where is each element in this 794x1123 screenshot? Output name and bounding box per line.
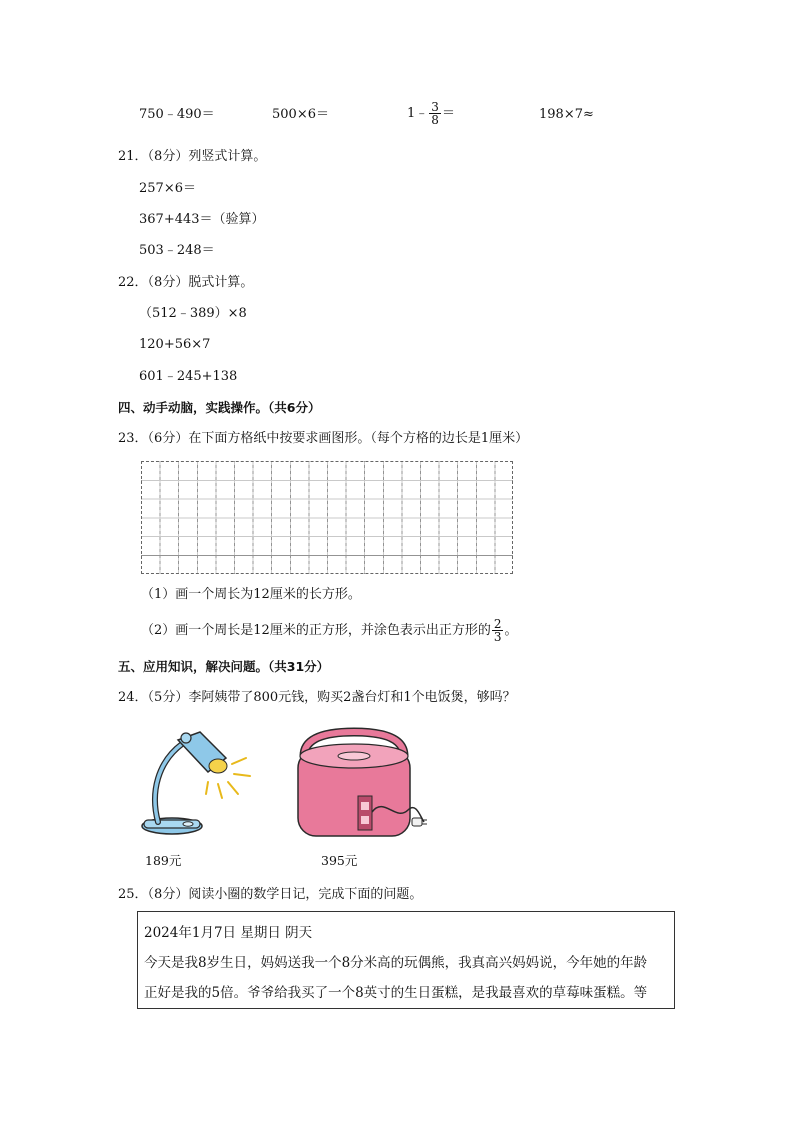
expr-fraction-minus: ﹣ [415, 106, 429, 121]
cooker-price: 395元 [321, 853, 358, 868]
expr-198x7: 198×7≈ [539, 107, 594, 122]
fraction-3-8 [429, 101, 441, 126]
fraction-2-3 [492, 618, 504, 643]
diary-line-date: 2024年1月7日 星期日 阴天 [144, 925, 313, 941]
diary-line-2: 正好是我的5倍。爷爷给我买了一个8英寸的生日蛋糕，是我最喜欢的草莓味蛋糕。等 [144, 985, 648, 1001]
q23-title: 23．（6分）在下面方格纸中按要求画图形。（每个方格的边长是1厘米） [118, 431, 529, 446]
rice-cooker-icon [284, 726, 434, 846]
q21-item-1: 257×6＝ [139, 181, 196, 196]
diary-box [137, 911, 675, 1009]
q25-title: 25．（8分）阅读小圈的数学日记，完成下面的问题。 [118, 887, 423, 902]
expr-500x6: 500×6＝ [272, 107, 329, 122]
q21-item-3: 503﹣248＝ [139, 243, 215, 258]
q22-item-2: 120+56×7 [139, 337, 211, 352]
q22-item-1: （512﹣389）×8 [139, 306, 247, 321]
fraction-numerator: 2 [493, 617, 502, 631]
q22-item-3: 601﹣245+138 [139, 369, 238, 384]
q24-title: 24．（5分）李阿姨带了800元钱，购买2盏台灯和1个电饭煲，够吗？ [118, 690, 516, 705]
desk-lamp-icon [138, 722, 262, 846]
q23-part-2 [141, 618, 517, 643]
expr-750-490: 750﹣490＝ [139, 107, 215, 122]
q21-item-2: 367+443＝（验算） [139, 212, 265, 227]
q21-title: 21．（8分）列竖式计算。 [118, 149, 267, 164]
square-grid-paper[interactable] [141, 461, 513, 574]
expr-fraction [407, 101, 455, 126]
q23-part-1: （1）画一个周长为12厘米的长方形。 [141, 587, 361, 602]
q22-title: 22．（8分）脱式计算。 [118, 275, 254, 290]
section-4-heading: 四、动手动脑，实践操作。（共6分） [118, 400, 321, 415]
fraction-numerator: 3 [431, 100, 439, 114]
expr-fraction-equals: ＝ [441, 106, 455, 121]
section-5-heading: 五、应用知识，解决问题。（共31分） [118, 659, 330, 674]
expr-fraction-whole: 1 [407, 106, 416, 121]
fraction-denominator: 8 [431, 113, 439, 127]
fraction-denominator: 3 [493, 630, 502, 644]
diary-line-1: 今天是我8岁生日，妈妈送我一个8分米高的玩偶熊，我真高兴妈妈说，今年她的年龄 [144, 955, 648, 971]
q23-part-2-end: 。 [504, 623, 518, 638]
lamp-price: 189元 [145, 853, 182, 868]
q23-part-2-text: （2）画一个周长是12厘米的正方形，并涂色表示出正方形的 [141, 623, 491, 638]
